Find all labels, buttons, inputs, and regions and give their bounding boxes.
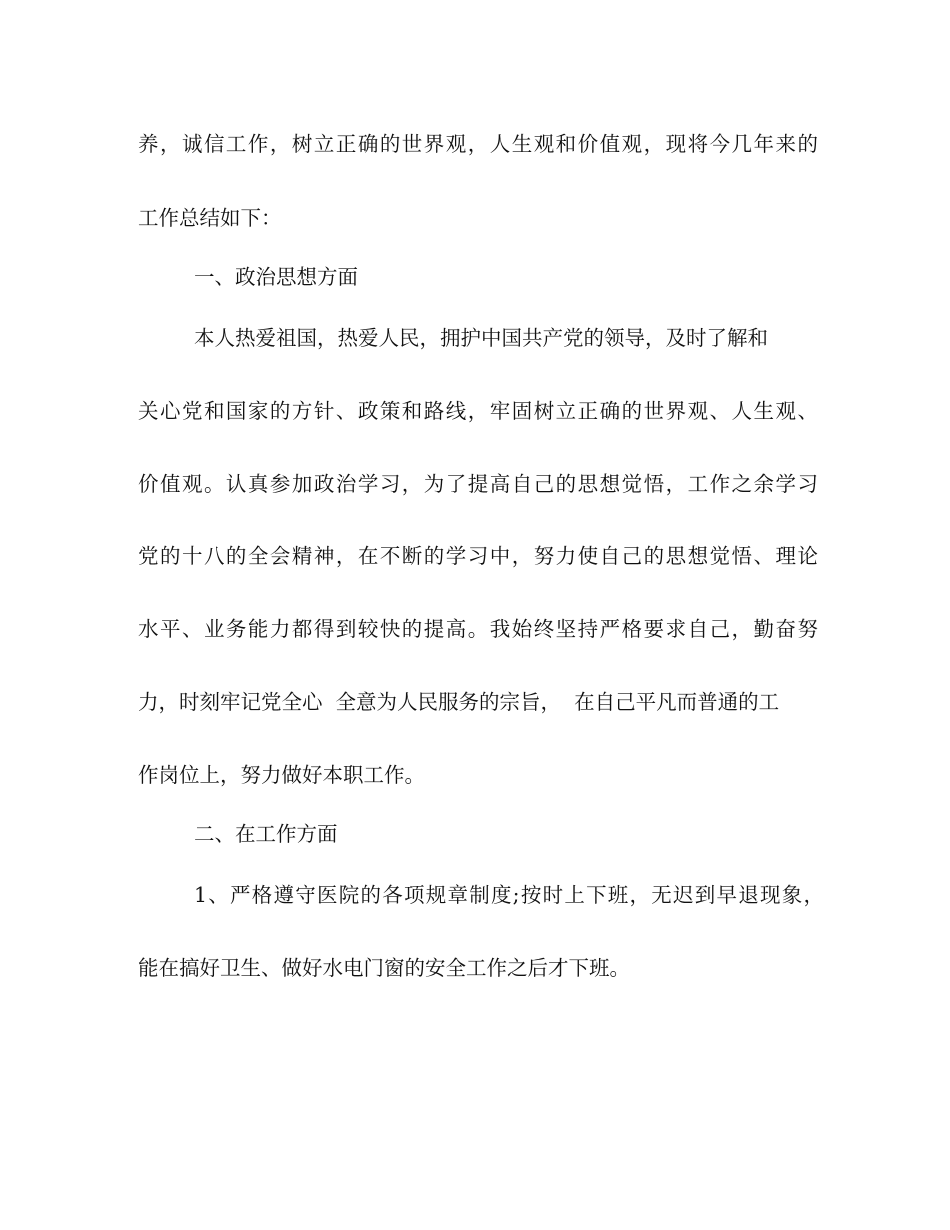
paragraph-line: 养，诚信工作，树立正确的世界观，人生观和价值观，现将今几年来的: [138, 132, 818, 156]
paragraph-line: 党的十八的全会精神，在不断的学习中，努力使自己的思想觉悟、理论: [138, 544, 818, 568]
paragraph-line: 本人热爱祖国，热爱人民，拥护中国共产党的领导，及时了解和: [194, 326, 768, 350]
paragraph-line: 力，时刻牢记党全心 全意为人民服务的宗旨， 在自己平凡而普通的工: [138, 690, 780, 714]
paragraph-line: 1、严格遵守医院的各项规章制度;按时上下班，无迟到早退现象，: [194, 883, 824, 907]
paragraph-line: 价值观。认真参加政治学习，为了提高自己的思想觉悟，工作之余学习: [138, 472, 818, 496]
section-heading: 一、政治思想方面: [194, 265, 358, 289]
paragraph-line: 工作总结如下：: [138, 206, 282, 230]
paragraph-line: 关心党和国家的方针、政策和路线，牢固树立正确的世界观、人生观、: [138, 399, 818, 423]
section-heading: 二、在工作方面: [194, 822, 338, 846]
paragraph-line: 作岗位上，努力做好本职工作。: [138, 763, 425, 787]
paragraph-line: 水平、业务能力都得到较快的提高。我始终坚持严格要求自己，勤奋努: [138, 617, 818, 641]
paragraph-line: 能在搞好卫生、做好水电门窗的安全工作之后才下班。: [138, 956, 630, 980]
